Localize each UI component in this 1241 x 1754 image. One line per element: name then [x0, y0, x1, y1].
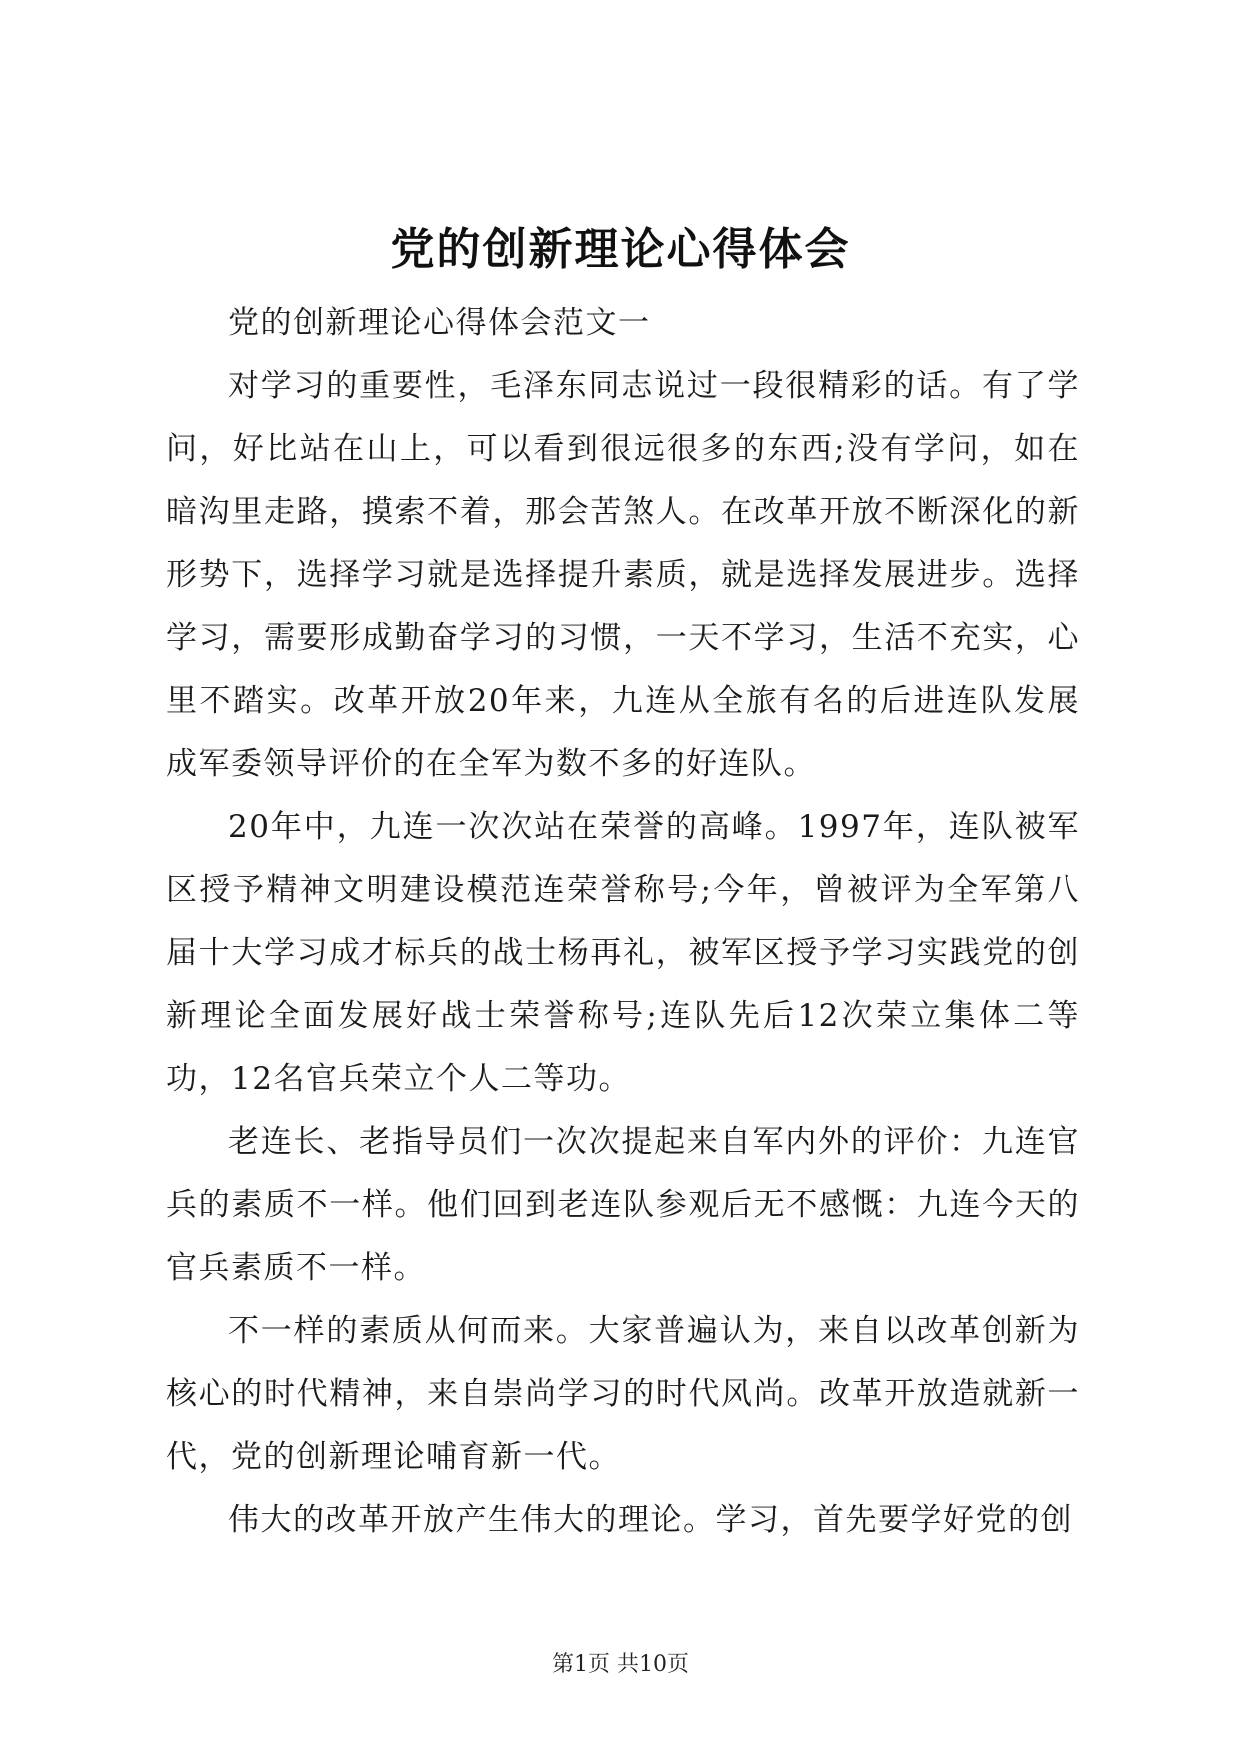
paragraph: 对学习的重要性，毛泽东同志说过一段很精彩的话。有了学问，好比站在山上，可以看到很远很多的东西;没有学问，如在暗沟里走路，摸索不着，那会苦煞人。在改革开放不断深化的新形势下，选择学习就是选择提升素质，就是选择发展进步。选择学习，需要形成勤奋学习的习惯，一天不学习，生活不充实，心里不踏实。改革开放20年来，九连从全旅有名的后进连队发展成军委领导评价的在全军为数不多的好连队。 — [166, 368, 1080, 782]
paragraph: 20年中，九连一次次站在荣誉的高峰。1997年，连队被军区授予精神文明建设模范连荣誉称号;今年，曾被评为全军第八届十大学习成才标兵的战士杨再礼，被军区授予学习实践党的创新理论全面发展好战士荣誉称号;连队先后12次荣立集体二等功，12名官兵荣立个人二等功。 — [166, 809, 1080, 1097]
paragraph: 不一样的素质从何而来。大家普遍认为，来自以改革创新为核心的时代精神，来自崇尚学习的时代风尚。改革开放造就新一代，党的创新理论哺育新一代。 — [166, 1313, 1080, 1475]
paragraph: 党的创新理论心得体会范文一 — [228, 305, 651, 341]
document-title: 党的创新理论心得体会 — [390, 224, 851, 275]
paragraph: 伟大的改革开放产生伟大的理论。学习，首先要学好党的创 — [228, 1502, 1073, 1538]
paragraph: 老连长、老指导员们一次次提起来自军内外的评价：九连官兵的素质不一样。他们回到老连队参观后无不感慨：九连今天的官兵素质不一样。 — [166, 1124, 1080, 1286]
document-body — [166, 292, 1080, 1552]
page-number-footer: 第1页 共10页 — [552, 1652, 689, 1677]
